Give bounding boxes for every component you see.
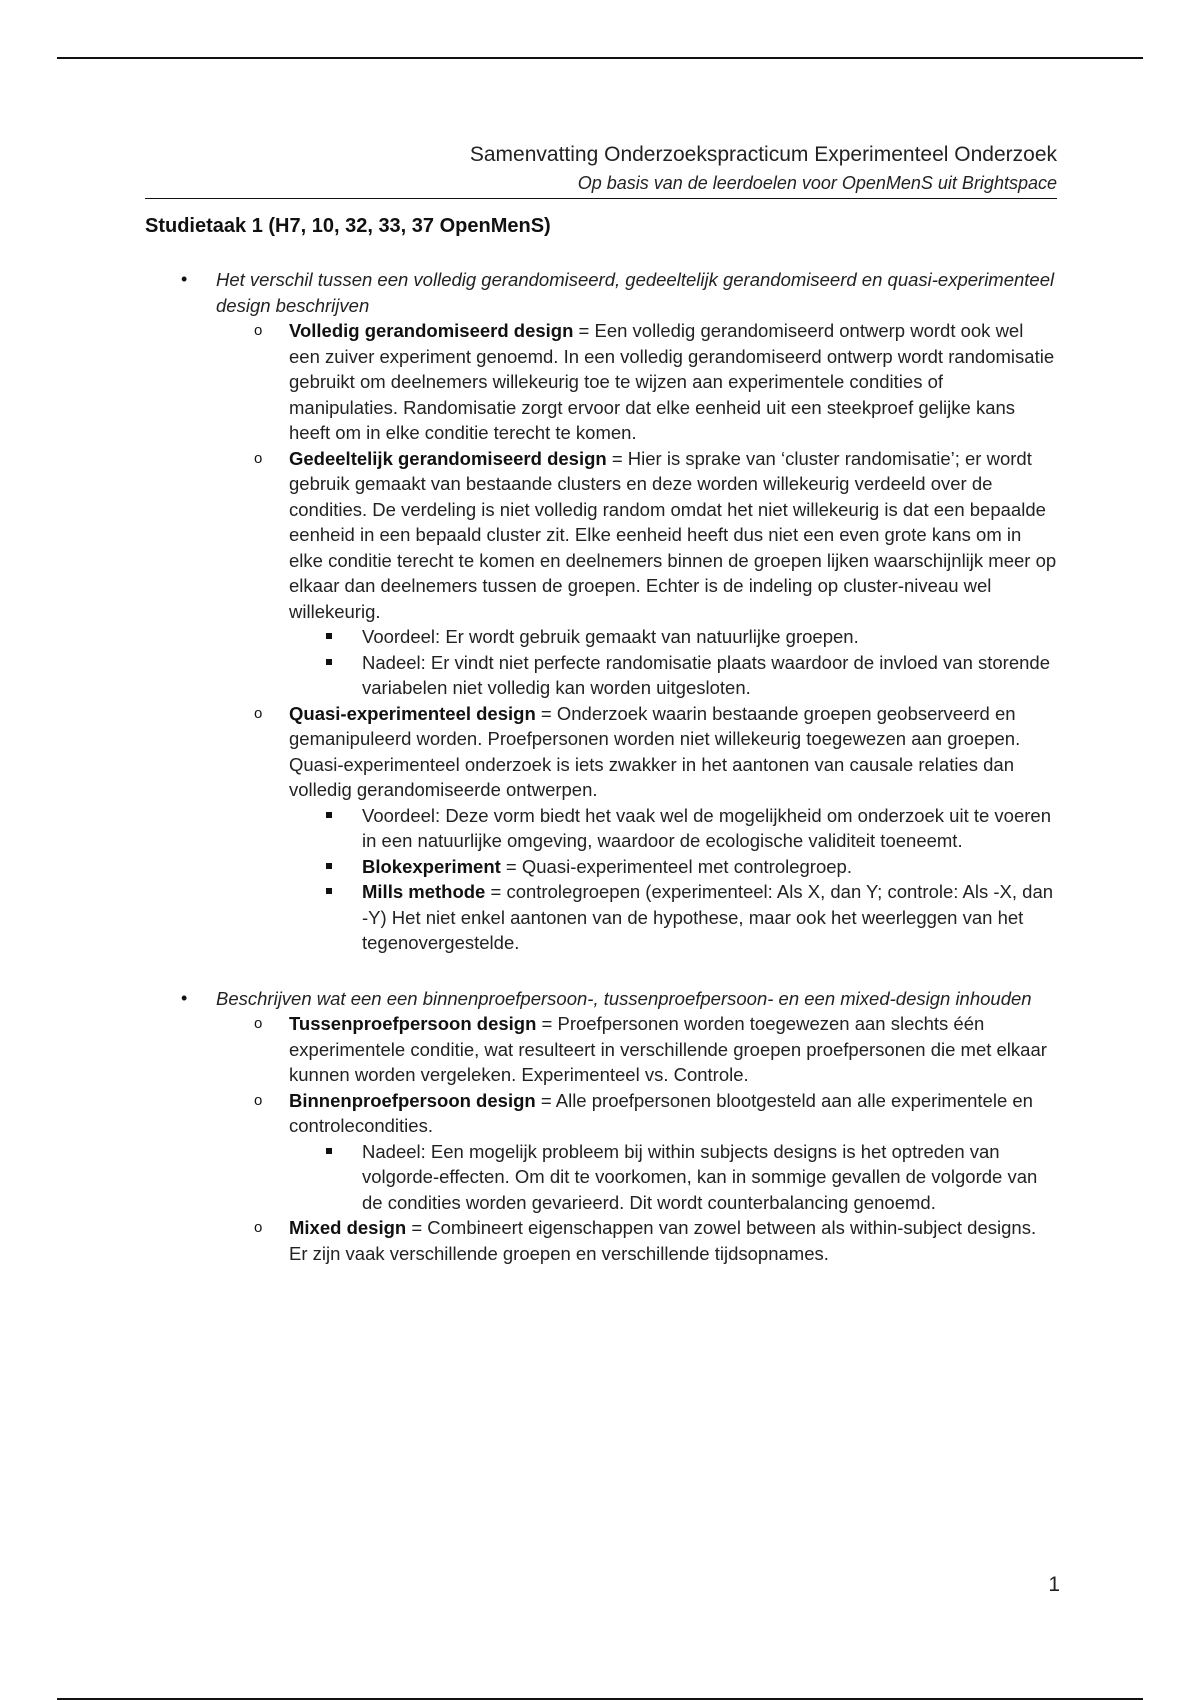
- document-page: [145, 140, 1057, 1296]
- sub-item-text: [289, 446, 1057, 625]
- sub-item-text: [289, 1088, 1057, 1139]
- header-subtitle: Op basis van de leerdoelen voor OpenMenS uit Brightspace: [577, 173, 1057, 193]
- page-top-rule: [57, 57, 1143, 59]
- point-text: [362, 854, 1057, 880]
- bullet-square: [326, 812, 332, 818]
- definition: = Een volledig gerandomiseerd ontwerp wordt ook wel een zuiver experiment genoemd. In een volledig gerandomiseerd ontwerp wordt randomisatie gebruikt om deelnemers willekeurig toe te wijzen aan experimentele condities of manipulaties. Randomisatie zorgt ervoor dat elke eenheid uit een steekproef gelijke kans heeft om in elke conditie terecht te komen.: [289, 320, 1055, 443]
- definition: = Proefpersonen worden toegewezen aan slechts één experimentele conditie, wat resulteert in verschillende groepen proefpersonen die met elkaar kunnen worden vergeleken. Experimenteel vs. Controle.: [289, 1013, 1047, 1085]
- sub-item-text: [289, 318, 1057, 446]
- sub-item: [216, 1215, 1057, 1266]
- definition: = Hier is sprake van ‘cluster randomisatie’; er wordt gebruik gemaakt van bestaande clusters en deze worden willekeurig verdeeld over de condities. De verdeling is niet volledig random omdat het niet willekeurig is dat een bepaalde eenheid in een bepaald cluster zit. Elke eenheid heeft dus niet een even grote kans om in elke conditie terecht te komen en deelnemers binnen de groepen lijken waarschijnlijk meer op elkaar dan deelnemers tussen de groepen. Echter is de indeling op cluster-niveau wel willekeurig.: [289, 447, 1057, 622]
- term: Gedeeltelijk gerandomiseerd design: [289, 447, 607, 469]
- header-title: Samenvatting Onderzoekspracticum Experimenteel Onderzoek: [469, 143, 1057, 166]
- bullet-circle: o: [254, 449, 263, 467]
- point-text: [362, 1139, 1057, 1216]
- point-definition: = controlegroepen (experimenteel: Als X, dan Y; controle: Als -X, dan -Y) Het niet enkel aantonen van de hypothese, maar ook het weerleggen van het tegenovergestelde.: [362, 881, 1054, 953]
- bullet-square: [326, 1148, 332, 1154]
- section-heading: Studietaak 1 (H7, 10, 32, 33, 37 OpenMenS): [145, 215, 551, 237]
- point-text: [362, 650, 1057, 701]
- learning-goals-list: [145, 267, 1057, 1266]
- sub-item-text: [289, 1011, 1057, 1088]
- point-item: [289, 1139, 1057, 1216]
- term: Quasi-experimenteel design: [289, 702, 536, 724]
- bullet-square: [326, 888, 332, 894]
- learning-goal-item: [145, 267, 1057, 956]
- definition: = Alle proefpersonen blootgesteld aan alle experimentele en controlecondities.: [289, 1089, 1033, 1136]
- point-text: [362, 879, 1057, 956]
- term: Binnenproefpersoon design: [289, 1089, 536, 1111]
- point-list: [289, 1139, 1057, 1216]
- bullet-dot: •: [181, 269, 188, 289]
- bullet-circle: o: [254, 1015, 263, 1032]
- bullet-dot: •: [181, 987, 188, 1008]
- sub-item: [216, 1011, 1057, 1088]
- sub-item: [216, 318, 1057, 446]
- point-text: [362, 624, 1057, 650]
- point-item: [289, 650, 1057, 701]
- point-definition: Nadeel: Een mogelijk probleem bij within subjects designs is het optreden van volgorde-effecten. Om dit te voorkomen, kan in sommige gevallen de volgorde van de condities worden gevarieerd. Dit wordt counterbalancing genoemd.: [362, 1140, 1038, 1213]
- bullet-square: [326, 863, 332, 869]
- sub-list: [216, 318, 1057, 956]
- point-definition: Nadeel: Er vindt niet perfecte randomisatie plaats waardoor de invloed van storende variabelen niet volledig kan worden uitgesloten.: [362, 651, 1050, 698]
- point-item: [289, 854, 1057, 880]
- point-item: [289, 624, 1057, 650]
- point-definition: Voordeel: Deze vorm biedt het vaak wel de mogelijkheid om onderzoek uit te voeren in een natuurlijke omgeving, waardoor de ecologische validiteit toeneemt.: [362, 804, 1051, 851]
- point-text: [362, 803, 1057, 854]
- sub-item-text: [289, 1215, 1057, 1266]
- sub-list: [216, 1011, 1057, 1266]
- point-item: [289, 879, 1057, 956]
- bullet-circle: o: [254, 1219, 263, 1236]
- point-definition: Voordeel: Er wordt gebruik gemaakt van natuurlijke groepen.: [362, 626, 859, 647]
- term: Volledig gerandomiseerd design: [289, 320, 574, 341]
- point-definition: = Quasi-experimenteel met controlegroep.: [500, 855, 852, 877]
- bullet-square: [326, 633, 332, 639]
- sub-item-text: [289, 701, 1057, 803]
- point-list: [289, 624, 1057, 701]
- page-number: 1: [1048, 1573, 1060, 1596]
- bullet-square: [326, 659, 332, 665]
- definition: = Onderzoek waarin bestaande groepen geobserveerd en gemanipuleerd worden. Proefpersonen worden niet willekeurig toegewezen aan groepen. Quasi-experimenteel onderzoek is iets zwakker in het aantonen van causale relaties dan volledig gerandomiseerde ontwerpen.: [289, 702, 1021, 800]
- learning-goal-text: Het verschil tussen een volledig gerandomiseerd, gedeeltelijk gerandomiseerd en quasi-experimenteel design beschrijven: [216, 269, 1055, 316]
- sub-item: [216, 446, 1057, 701]
- point-list: [289, 803, 1057, 956]
- learning-goal-text: Beschrijven wat een een binnenproefpersoon-, tussenproefpersoon- en een mixed-design inhouden: [216, 987, 1032, 1009]
- term: Blokexperiment: [362, 855, 501, 877]
- document-header: [145, 140, 1057, 199]
- learning-goal-item: [145, 986, 1057, 1267]
- point-item: [289, 803, 1057, 854]
- term: Mills methode: [362, 881, 486, 902]
- bullet-circle: o: [254, 704, 263, 722]
- term: Mixed design: [289, 1217, 407, 1238]
- sub-item: [216, 1088, 1057, 1216]
- definition: = Combineert eigenschappen van zowel between als within-subject designs. Er zijn vaak verschillende groepen en verschillende tijdsopnames.: [289, 1217, 1037, 1264]
- bullet-circle: o: [254, 1091, 263, 1109]
- sub-item: [216, 701, 1057, 956]
- bullet-circle: o: [254, 322, 263, 339]
- term: Tussenproefpersoon design: [289, 1013, 537, 1034]
